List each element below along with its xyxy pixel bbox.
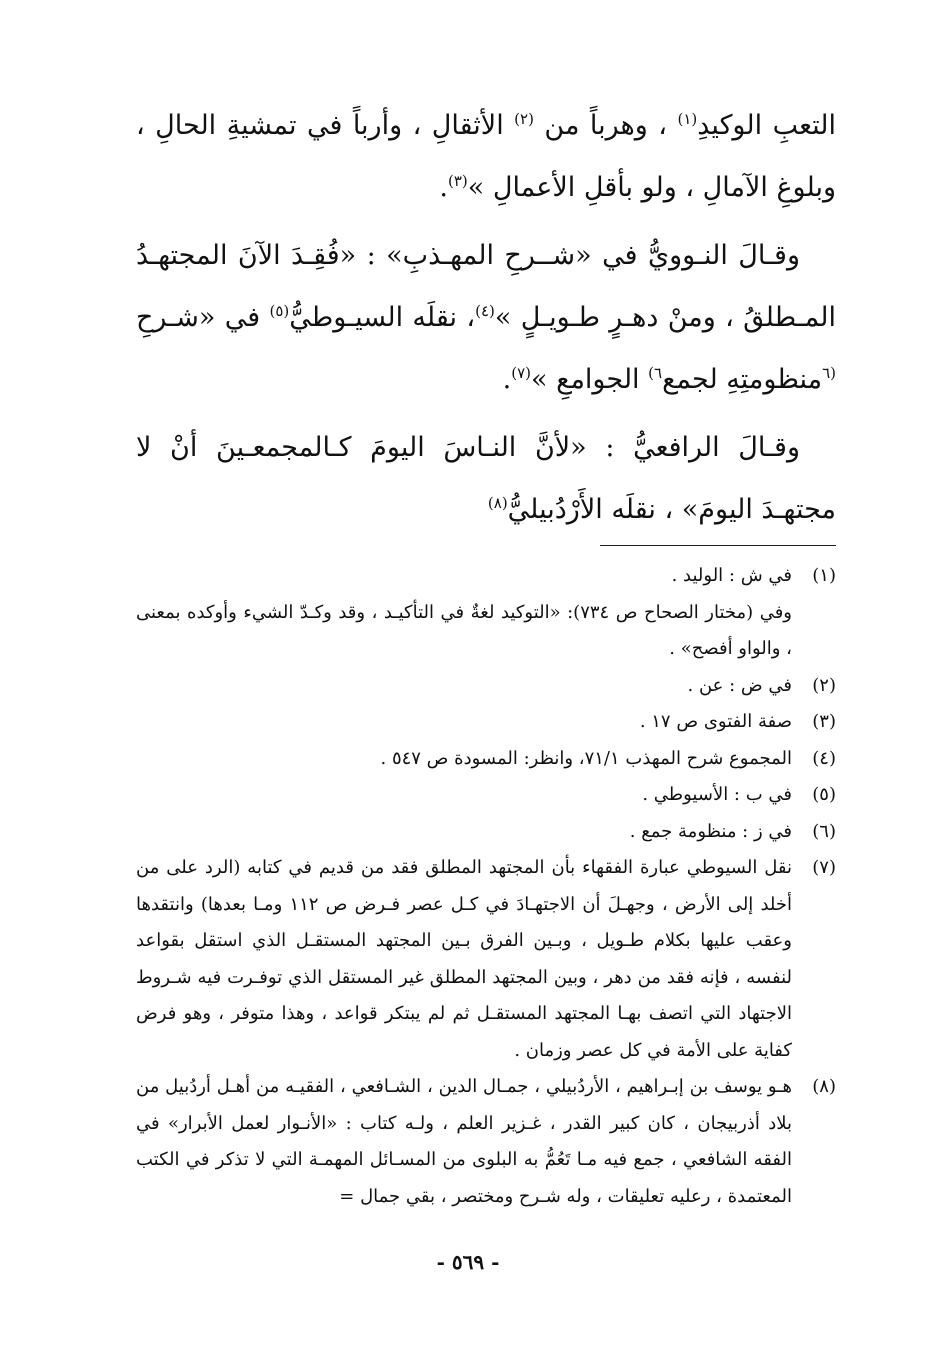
footnote-1-continuation: وفي (مختار الصحاح ص ٧٣٤): «التوكيد لغةٌ في التأكيـد ، وقد وكـدّ الشيء وأوكده بمعنى ، والواو أفصح» . bbox=[136, 601, 792, 659]
footnote-7 bbox=[136, 850, 836, 1069]
footnote-ref-6-close: ٦) bbox=[648, 364, 663, 382]
footnote-text: المجموع شرح المهذب ٧١/١، وانظر: المسودة ص ٥٤٧ . bbox=[380, 747, 792, 769]
footnote-number: (٤) bbox=[812, 747, 836, 769]
footnote-4 bbox=[136, 741, 836, 778]
footnote-number: (٨) bbox=[812, 1076, 836, 1097]
footnote-8 bbox=[136, 1069, 836, 1215]
footnote-text: في ز : منظومة جمع . bbox=[629, 820, 792, 842]
footnote-number: (٧) bbox=[812, 857, 836, 878]
footnote-ref-2: (٢) bbox=[514, 110, 534, 128]
text-segment: ، نقلَه السيـوطيُّ bbox=[289, 302, 476, 333]
footnote-ref-4: (٤) bbox=[475, 302, 495, 320]
page-number: - ٥٦٩ - bbox=[436, 1250, 500, 1274]
footnote-text: نقل السيوطي عبارة الفقهاء بأن المجتهد المطلق فقد من قديم في كتابه (الرد على من أخلد إلى الأرض ، وجهـلَ أن الاجتهـادَ في كـل عصر فـرض ص ١١٢ ومـا بعدها) وانتقدها وعقب عليها بكلام طـويل ، وبـين الفرق بـين المجتهد المستقـل الذي استقل بقواعد لنفسه ، فإنه فقد من دهر ، وبين المجتهد المطلق غير المستقل الذي توفـرت فيه شـروط الاجتهاد التي اتصف بهـا المجتهد المستقـل ثم لم يبتكر قواعد ، وهذا متوفر ، وهو فرض كفاية على الأمة في كل عصر وزمان . bbox=[136, 857, 793, 1061]
text-segment: وقـالَ النـوويُّ في «شــرحِ المهـذبِ» : «فُقِـدَ الآنَ المجتهـدُ المـطلقُ ، ومنْ دهـرٍ طـويـلٍ » bbox=[136, 240, 837, 333]
footnote-ref-6-open: (٦ bbox=[822, 364, 836, 382]
footnote-text: في ب : الأسيوطي . bbox=[642, 784, 792, 805]
text-segment: الأثقالِ ، وأرباً في تمشيةِ الحالِ ، وبلوغِ الآمالِ ، ولو بأقلِ الأعمالِ » bbox=[136, 110, 836, 203]
footnote-3 bbox=[136, 704, 836, 741]
footnote-number: (١) bbox=[812, 565, 836, 586]
paragraph-1 bbox=[136, 95, 836, 219]
text-segment: وقـالَ الرافعيُّ : «لأنَّ النـاسَ اليومَ كـالمجمعـينَ أنْ لا مجتهـدَ اليومَ» ، نقلَه الأَرْدُبيليُّ bbox=[136, 432, 836, 525]
paragraph-2 bbox=[136, 225, 836, 411]
footnotes bbox=[136, 558, 836, 1215]
footnote-number: (٥) bbox=[812, 784, 836, 805]
footnote-ref-7: (٧) bbox=[511, 364, 531, 382]
footnote-ref-5: (٥) bbox=[269, 302, 290, 320]
footnote-number: (٦) bbox=[812, 820, 836, 842]
footnote-text: هـو يوسف بن إبـراهيم ، الأردُبيلي ، جمـال الدين ، الشـافعي ، الفقيـه من أهـل أردُبيل من بلاد أذربيجان ، كان كبير القدر ، غـزير العلم ، ولـه كتاب : «الأنـوار لعمل الأبرار» في الفقه الشافعي ، جمع فيه مـا تَعُمُّ به البلوى من المسـائل المهمـة التي لا تذكر في الكتب المعتمدة ، رعليه تعليقات ، وله شـرح ومختصر ، بقي جمال = bbox=[136, 1076, 792, 1207]
footnote-separator bbox=[600, 545, 836, 546]
main-text bbox=[136, 95, 836, 547]
footnote-text: صفة الفتوى ص ١٧ . bbox=[639, 711, 792, 732]
footnote-number: (٢) bbox=[812, 674, 836, 696]
text-segment: في «شـرحِ bbox=[136, 302, 261, 333]
footnote-ref-3: (٣) bbox=[447, 172, 468, 190]
footnote-6 bbox=[136, 814, 836, 851]
text-segment: ، وهرباً من bbox=[544, 110, 667, 141]
text-segment: الجوامعِ » bbox=[531, 364, 640, 395]
footnote-ref-8: (٨) bbox=[487, 494, 508, 512]
text-segment: . bbox=[439, 172, 448, 203]
footnote-number: (٣) bbox=[812, 711, 836, 732]
paragraph-3 bbox=[136, 417, 836, 541]
footnote-2 bbox=[136, 668, 836, 705]
text-segment: . bbox=[502, 364, 512, 395]
footnote-1 bbox=[136, 558, 836, 595]
footnote-5 bbox=[136, 777, 836, 814]
text-segment: منظومتِهِ لجمع bbox=[662, 364, 823, 395]
footnote-text: في ش : الوليد . bbox=[671, 565, 792, 586]
text-segment: التعبِ الوكيدِ bbox=[697, 110, 836, 141]
footnote-text: في ض : عن . bbox=[687, 674, 792, 696]
footnote-ref-1: (١) bbox=[677, 110, 698, 128]
